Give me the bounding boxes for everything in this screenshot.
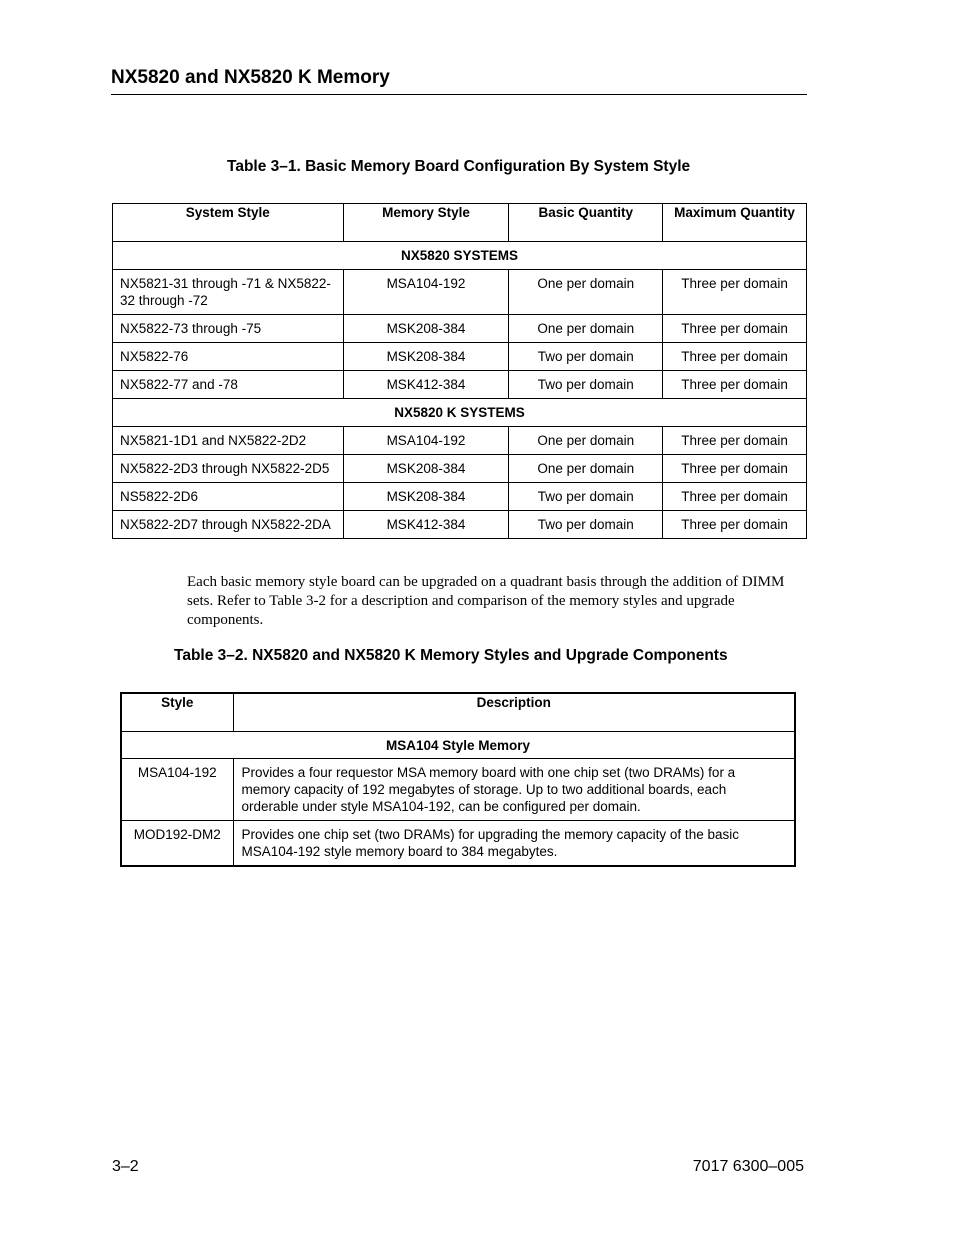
page-number: 3–2 bbox=[112, 1158, 139, 1175]
basic-quantity-cell: Two per domain bbox=[509, 371, 663, 399]
system-style-cell: NX5822-77 and -78 bbox=[113, 371, 344, 399]
memory-style-cell: MSK412-384 bbox=[343, 371, 509, 399]
page-header bbox=[111, 66, 807, 95]
page-title: NX5820 and NX5820 K Memory bbox=[111, 67, 390, 88]
description-cell: Provides a four requestor MSA memory board with one chip set (two DRAMs) for a memory capacity of 192 megabytes of storage. Up to two additional boards, each orderable under style MSA104-192, can be configured per domain. bbox=[233, 759, 795, 821]
section-row bbox=[113, 242, 807, 270]
maximum-quantity-cell: Three per domain bbox=[663, 315, 807, 343]
memory-style-cell: MSK208-384 bbox=[343, 343, 509, 371]
table-row bbox=[113, 371, 807, 399]
maximum-quantity-cell: Three per domain bbox=[663, 427, 807, 455]
system-style-cell: NX5822-76 bbox=[113, 343, 344, 371]
style-cell: MOD192-DM2 bbox=[121, 821, 233, 867]
column-header: Maximum Quantity bbox=[663, 204, 807, 242]
basic-quantity-cell: One per domain bbox=[509, 455, 663, 483]
basic-quantity-cell: One per domain bbox=[509, 270, 663, 315]
system-style-cell: NX5822-2D3 through NX5822-2D5 bbox=[113, 455, 344, 483]
memory-styles-table bbox=[120, 692, 796, 867]
maximum-quantity-cell: Three per domain bbox=[663, 455, 807, 483]
memory-style-cell: MSK208-384 bbox=[343, 483, 509, 511]
table-row bbox=[113, 455, 807, 483]
column-header: Memory Style bbox=[343, 204, 509, 242]
table-row bbox=[113, 270, 807, 315]
basic-quantity-cell: One per domain bbox=[509, 427, 663, 455]
table1-caption: Table 3–1. Basic Memory Board Configuration By System Style bbox=[227, 158, 691, 175]
maximum-quantity-cell: Three per domain bbox=[663, 483, 807, 511]
table-row bbox=[113, 511, 807, 539]
maximum-quantity-cell: Three per domain bbox=[663, 270, 807, 315]
maximum-quantity-cell: Three per domain bbox=[663, 371, 807, 399]
memory-style-cell: MSK208-384 bbox=[343, 315, 509, 343]
column-header: Style bbox=[121, 693, 233, 732]
table-header-row bbox=[121, 693, 795, 732]
section-title: NX5820 K SYSTEMS bbox=[113, 399, 807, 427]
table-row bbox=[121, 759, 795, 821]
memory-style-cell: MSA104-192 bbox=[343, 270, 509, 315]
memory-style-cell: MSA104-192 bbox=[343, 427, 509, 455]
table-row bbox=[113, 315, 807, 343]
memory-config-table bbox=[112, 203, 807, 539]
column-header: System Style bbox=[113, 204, 344, 242]
table-row bbox=[113, 483, 807, 511]
description-cell: Provides one chip set (two DRAMs) for upgrading the memory capacity of the basic MSA104-192 style memory board to 384 megabytes. bbox=[233, 821, 795, 867]
column-header: Description bbox=[233, 693, 795, 732]
maximum-quantity-cell: Three per domain bbox=[663, 343, 807, 371]
document-number: 7017 6300–005 bbox=[692, 1158, 804, 1175]
basic-quantity-cell: Two per domain bbox=[509, 483, 663, 511]
system-style-cell: NX5821-31 through -71 & NX5822-32 through -72 bbox=[113, 270, 344, 315]
table-header-row bbox=[113, 204, 807, 242]
section-row bbox=[121, 732, 795, 759]
system-style-cell: NX5822-2D7 through NX5822-2DA bbox=[113, 511, 344, 539]
table-row bbox=[113, 427, 807, 455]
system-style-cell: NX5822-73 through -75 bbox=[113, 315, 344, 343]
style-cell: MSA104-192 bbox=[121, 759, 233, 821]
basic-quantity-cell: Two per domain bbox=[509, 511, 663, 539]
memory-style-cell: MSK208-384 bbox=[343, 455, 509, 483]
system-style-cell: NX5821-1D1 and NX5822-2D2 bbox=[113, 427, 344, 455]
body-paragraph: Each basic memory style board can be upgraded on a quadrant basis through the addition of DIMM sets. Refer to Table 3-2 for a description and comparison of the memory styles and upgrade components. bbox=[187, 574, 785, 628]
section-title: NX5820 SYSTEMS bbox=[113, 242, 807, 270]
system-style-cell: NS5822-2D6 bbox=[113, 483, 344, 511]
table-row bbox=[121, 821, 795, 867]
table-row bbox=[113, 343, 807, 371]
basic-quantity-cell: One per domain bbox=[509, 315, 663, 343]
basic-quantity-cell: Two per domain bbox=[509, 343, 663, 371]
column-header: Basic Quantity bbox=[509, 204, 663, 242]
section-row bbox=[113, 399, 807, 427]
maximum-quantity-cell: Three per domain bbox=[663, 511, 807, 539]
table2-caption: Table 3–2. NX5820 and NX5820 K Memory Styles and Upgrade Components bbox=[174, 647, 728, 664]
section-title: MSA104 Style Memory bbox=[121, 732, 795, 759]
memory-style-cell: MSK412-384 bbox=[343, 511, 509, 539]
